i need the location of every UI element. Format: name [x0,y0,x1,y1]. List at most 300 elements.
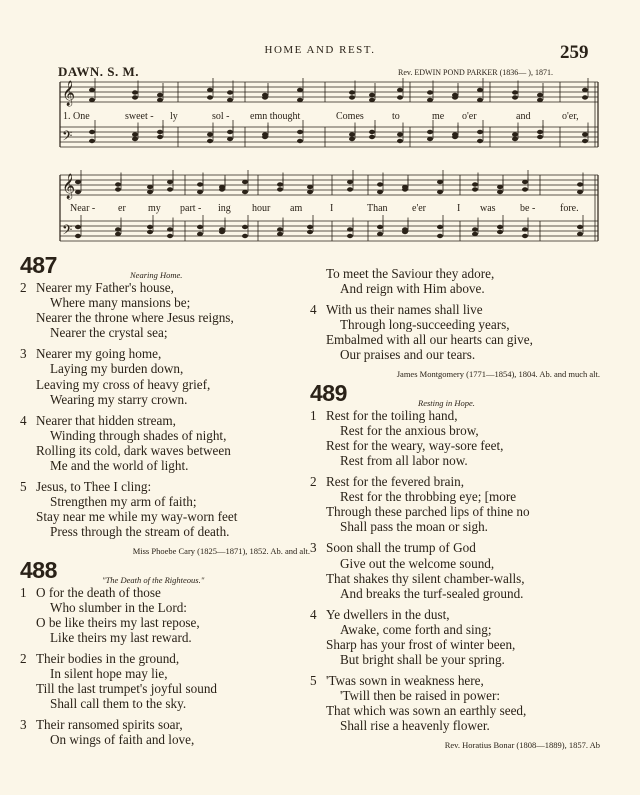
stanza-line-text: Wearing my starry crown. [50,391,188,407]
stanza-line [310,474,600,489]
note-head [369,98,375,102]
stanza-line [20,479,310,494]
note-head [427,98,433,102]
stanza-line [310,673,600,688]
hymn-title: Resting in Hope. [418,397,475,408]
note-head [277,182,283,186]
note-head [147,185,153,189]
stanza-number: 1 [20,584,27,600]
hymn-number: 488 [20,556,57,583]
stanza-line-text: O be like theirs my last repose, [36,614,200,630]
stanza-line-text: But bright shall be your spring. [340,652,505,668]
note-head [349,132,355,136]
stanza [20,651,310,711]
note-head [277,187,283,191]
stanza-line-text: Rest for the fevered brain, [326,474,465,490]
note-head [582,88,588,92]
stanza-line [20,651,310,666]
stanza-line-text: Through long-succeeding years, [340,317,510,333]
stanza-line [310,423,600,438]
note-head [89,98,95,102]
note-head [497,230,503,234]
note-head [349,137,355,141]
hymn-credit: James Montgomery (1771—1854), 1804. Ab. and much alt. [396,368,600,379]
lyric-syllable: fore. [560,203,579,214]
stanza-number: 1 [310,407,317,423]
hymn-credit: Miss Phoebe Cary (1825—1871), 1852. Ab. and alt. [132,545,310,556]
stanza-line-text: Through these parched lips of thine no [326,504,530,520]
stanza [310,607,600,667]
stanza-line [310,703,600,718]
stanza-line [20,361,310,376]
lyric-syllable: o'er [462,111,477,122]
note-head [472,182,478,186]
stanza-line-text: Me and the world of light. [50,458,189,474]
note-head [582,132,588,136]
running-head: HOME AND REST. [264,44,376,56]
hymn-488-stanzas [20,585,310,748]
stanza-line-text: Winding through shades of night, [50,427,227,443]
note-head [75,190,81,194]
stanza-line-text: 'Twill then be raised in power: [340,688,501,704]
note-head [452,135,458,139]
lyric-syllable: part - [180,203,202,214]
note-head [297,130,303,134]
stanza-line: To meet the Saviour they adore, [326,266,495,281]
stanza-line [20,325,310,340]
stanza-line [310,652,600,667]
lyric-syllable: be - [520,203,536,214]
note-head [297,98,303,102]
stanza-number: 3 [20,346,27,362]
stanza-line-text: On wings of faith and love, [50,732,195,748]
stanza-line [310,317,600,332]
stanza-line-text: Rest for the toiling hand, [326,407,458,423]
stanza-number: 3 [310,540,317,556]
stanza-line-text: Their ransomed spirits soar, [36,717,183,733]
note-head [262,95,268,99]
note-head [577,225,583,229]
note-head [147,230,153,234]
stanza-line [20,524,310,539]
stanza-line-text: Jesus, to Thee I cling: [36,479,152,495]
note-head [115,227,121,231]
bass-clef: 𝄢 [62,222,73,241]
note-head [157,98,163,102]
lyric-syllable: me [432,111,445,122]
stanza-number: 4 [20,412,27,428]
note-head [75,234,81,238]
note-head [347,180,353,184]
note-head [227,90,233,94]
page-number: 259 [560,42,589,63]
note-head [402,230,408,234]
stanza-line-text: Shall pass the moan or sigh. [340,519,488,535]
hymn-488-continuation [310,266,600,363]
left-column [20,252,310,754]
stanza-line [310,540,600,555]
stanza-line-text: Our praises and our tears. [340,347,476,363]
hymn-number: 489 [310,379,347,406]
stanza-line [310,438,600,453]
note-head [262,135,268,139]
stanza [20,413,310,473]
stanza-line-text: Their bodies in the ground, [36,650,180,666]
music-score [0,0,640,260]
note-head [197,225,203,229]
clef-signs [62,80,75,241]
stanza-number: 3 [20,717,27,733]
note-head [219,187,225,191]
note-head [347,227,353,231]
hymn-489-stanzas [310,408,600,734]
stanza-line-text: O for the death of those [36,584,161,600]
note-head [377,225,383,229]
lyric-syllable: sol - [212,111,230,122]
lyric-syllable: to [392,111,400,122]
note-head [512,90,518,94]
stanza-line [20,428,310,443]
stanza-number: 5 [20,479,27,495]
note-head [89,88,95,92]
note-head [147,190,153,194]
note-head [537,130,543,134]
note-head [307,190,313,194]
note-head [369,135,375,139]
lyric-syllable: er [118,203,126,214]
note-head [537,98,543,102]
stanza [20,346,310,406]
lyric-syllable: 1. One [63,111,90,122]
stanza-line [310,688,600,703]
note-head [437,234,443,238]
tune-name: DAWN. S. M. [58,64,139,79]
stanza-number: 2 [310,474,317,490]
lyric-syllable: Than [367,203,388,214]
note-head [347,187,353,191]
stanza-line [310,637,600,652]
note-head [115,187,121,191]
lyric-syllable: ing [218,203,231,214]
note-head [369,93,375,97]
stanza-line-text: Nearer the throne where Jesus reigns, [36,310,234,326]
lyric-syllable: I [330,203,334,214]
tune-composer-credit: Rev. EDWIN POND PARKER (1836— ), 1871. [398,68,553,77]
stanza-number: 2 [20,280,27,295]
note-head [472,232,478,236]
lyric-syllable: sweet - [125,111,154,122]
note-head [277,227,283,231]
note-head [512,95,518,99]
lyric-syllable: I [457,203,461,214]
hymn-487-stanzas [20,280,310,540]
hymn-heading [20,252,310,280]
note-head [397,95,403,99]
note-head [522,187,528,191]
stanza-line [20,666,310,681]
note-head [147,225,153,229]
lyric-syllable: hour [252,203,271,214]
stanza-line-text: Nearer my Father's house, [36,280,174,295]
stanza-line [20,681,310,696]
stanza-line-text: Nearer my going home, [36,346,162,362]
stanza-line [20,600,310,615]
staff-lines [60,82,598,241]
stanza-line-text: Nearer that hidden stream, [36,412,176,428]
stanza-line-text: In silent hope may lie, [50,666,168,682]
stanza-line-text: Rest for the throbbing eye; [more [340,489,517,505]
note-head [297,88,303,92]
note-head [402,187,408,191]
note-head [89,130,95,134]
note-head [477,139,483,143]
stanza [20,585,310,645]
note-head [132,95,138,99]
note-head [369,130,375,134]
stanza-line-text: Where many mansions be; [50,295,191,311]
note-head [377,182,383,186]
stanza [310,673,600,733]
note-head [577,232,583,236]
stanza-line [20,377,310,392]
note-head [167,234,173,238]
stanza-line [310,332,600,347]
note-head [207,88,213,92]
note-head [132,90,138,94]
hymn-heading [310,379,600,408]
note-head [307,185,313,189]
note-head [75,180,81,184]
stanza-line [20,717,310,732]
stanza-line-text: Sharp has your frost of winter been, [326,636,516,652]
stanza-line [310,504,600,519]
stanza-line [310,607,600,622]
note-head [115,232,121,236]
note-head [522,180,528,184]
stanza-line-text: Who slumber in the Lord: [50,599,187,615]
note-head [437,225,443,229]
note-head [227,98,233,102]
stanza-number: 2 [20,650,27,666]
note-head [437,180,443,184]
note-head [472,187,478,191]
stanza-line-text: Embalmed with all our hearts can give, [326,332,533,348]
stanza-continuation [310,266,600,296]
note-head [297,139,303,143]
stanza-line [20,346,310,361]
hymn-credit: Rev. Horatius Bonar (1808—1889), 1857. Ab [444,739,600,750]
note-head [242,234,248,238]
stanza-line-text: Rest for the anxious brow, [340,422,479,438]
stanza-line [310,347,600,362]
lyric-syllable: emn thought [250,111,301,122]
note-head [242,190,248,194]
stanza-line [20,732,310,747]
note-head [227,130,233,134]
stanza-line-text: That which was sown an earthly seed, [326,703,527,719]
note-head [157,135,163,139]
stanza [310,408,600,468]
note-head [207,132,213,136]
stanza-line [310,519,600,534]
stanza [310,302,600,362]
note-head [397,139,403,143]
lyric-syllable: am [290,203,303,214]
stanza-line-text: Soon shall the trump of God [326,540,476,556]
note-head [427,137,433,141]
stanza-line-text: Stay near me while my way-worn feet [36,509,238,525]
hymn-title: Nearing Home. [130,270,183,280]
note-head [582,139,588,143]
stanza-line [310,586,600,601]
treble-clef: 𝄞 [62,174,76,199]
note-head [512,132,518,136]
note-head [349,90,355,94]
note-head [497,185,503,189]
stanza-line [20,413,310,428]
note-head [582,95,588,99]
stanza-line-text: Shall rise a heavenly flower. [340,718,490,734]
stanza-number: 4 [310,606,317,622]
stanza-line [310,556,600,571]
stanza-line-text: That shakes thy silent chamber-walls, [326,570,525,586]
note-head [577,182,583,186]
lyric-syllable: and [516,111,531,122]
stanza-line [20,458,310,473]
note-head [207,95,213,99]
stanza-line [310,622,600,637]
stanza-line: And reign with Him above. [340,281,485,297]
hymn-number: 487 [20,252,57,278]
treble-clef: 𝄞 [62,81,76,106]
note-head [115,182,121,186]
stanza-line [20,295,310,310]
stanza-line-text: Nearer the crystal sea; [50,325,168,341]
stanza-line-text: Give out the welcome sound, [340,555,495,571]
stanza-number: 5 [310,673,317,689]
note-head [477,88,483,92]
note-head [497,225,503,229]
stanza-line-text: And breaks the turf-sealed ground. [340,585,524,601]
note-head [427,130,433,134]
stanza-line [310,302,600,317]
right-column [310,266,600,757]
hymn-title: "The Death of the Righteous." [102,574,205,585]
stanza-line-text: Like theirs my last reward. [50,629,192,645]
note-head [477,98,483,102]
note-head [167,180,173,184]
stanza-line-text: Strengthen my arm of faith; [50,494,197,510]
stanza-line-text: Rest from all labor now. [340,452,468,468]
note-head [349,95,355,99]
hymn-heading [20,556,310,585]
stanza [310,474,600,534]
stanza-line [20,310,310,325]
note-head [197,190,203,194]
note-head [242,180,248,184]
stanza-line [310,571,600,586]
note-head [167,227,173,231]
note-head [497,190,503,194]
stanza-line [310,718,600,733]
note-head [377,232,383,236]
stanza-line-text: Ye dwellers in the dust, [326,606,450,622]
note-head [207,139,213,143]
stanza-line-text: Shall call them to the sky. [50,696,187,712]
note-head [522,234,528,238]
note-head [472,227,478,231]
note-head [242,225,248,229]
note-head [307,225,313,229]
stanza-number: 4 [310,302,317,318]
stanza-line-text: Rolling its cold, dark waves between [36,442,231,458]
note-head [397,132,403,136]
lyric-syllable: ly [170,111,178,122]
note-head [512,137,518,141]
note-head [377,190,383,194]
stanza-line-text: Awake, come forth and sing; [340,621,492,637]
note-head [427,90,433,94]
lyric-syllable: Comes [336,111,364,122]
stanza-line [20,443,310,458]
note-head [227,137,233,141]
stanza-line [20,494,310,509]
note-head [397,88,403,92]
bass-clef: 𝄢 [62,128,73,147]
note-head [452,95,458,99]
note-head [157,93,163,97]
stanza-line-text: Press through the stream of death. [50,524,230,540]
stanza-line [310,453,600,468]
stanza-line [20,630,310,645]
stanza-line [310,489,600,504]
stanza [310,540,600,600]
note-head [577,190,583,194]
stanza [20,717,310,747]
stanza-line [20,509,310,524]
note-head [537,93,543,97]
stanza-line-text: 'Twas sown in weakness here, [326,673,484,689]
note-head [197,232,203,236]
lyric-syllable: was [480,203,496,214]
stanza-line [20,615,310,630]
note-head [522,227,528,231]
note-head [307,230,313,234]
note-head [437,190,443,194]
stanza-line-text: Leaving my cross of heavy grief, [36,376,211,392]
note-head [89,139,95,143]
note-head [537,135,543,139]
note-head [477,130,483,134]
note-head [75,225,81,229]
stanza-line-text: With us their names shall live [326,302,483,318]
stanza-line [20,696,310,711]
lyric-syllable: my [148,203,161,214]
stanza [20,479,310,539]
stanza-line-text: Till the last trumpet's joyful sound [36,681,218,697]
lyric-syllable: Near - [70,203,96,214]
note-head [219,230,225,234]
note-head [132,137,138,141]
note-head [167,187,173,191]
note-head [157,130,163,134]
stanza-line-text: Rest for the weary, way-sore feet, [326,437,504,453]
stanza-line-text: Laying my burden down, [50,361,184,377]
stanza-line [20,392,310,407]
note-head [132,132,138,136]
lyric-syllable: o'er, [562,111,579,122]
stanza [20,280,310,340]
